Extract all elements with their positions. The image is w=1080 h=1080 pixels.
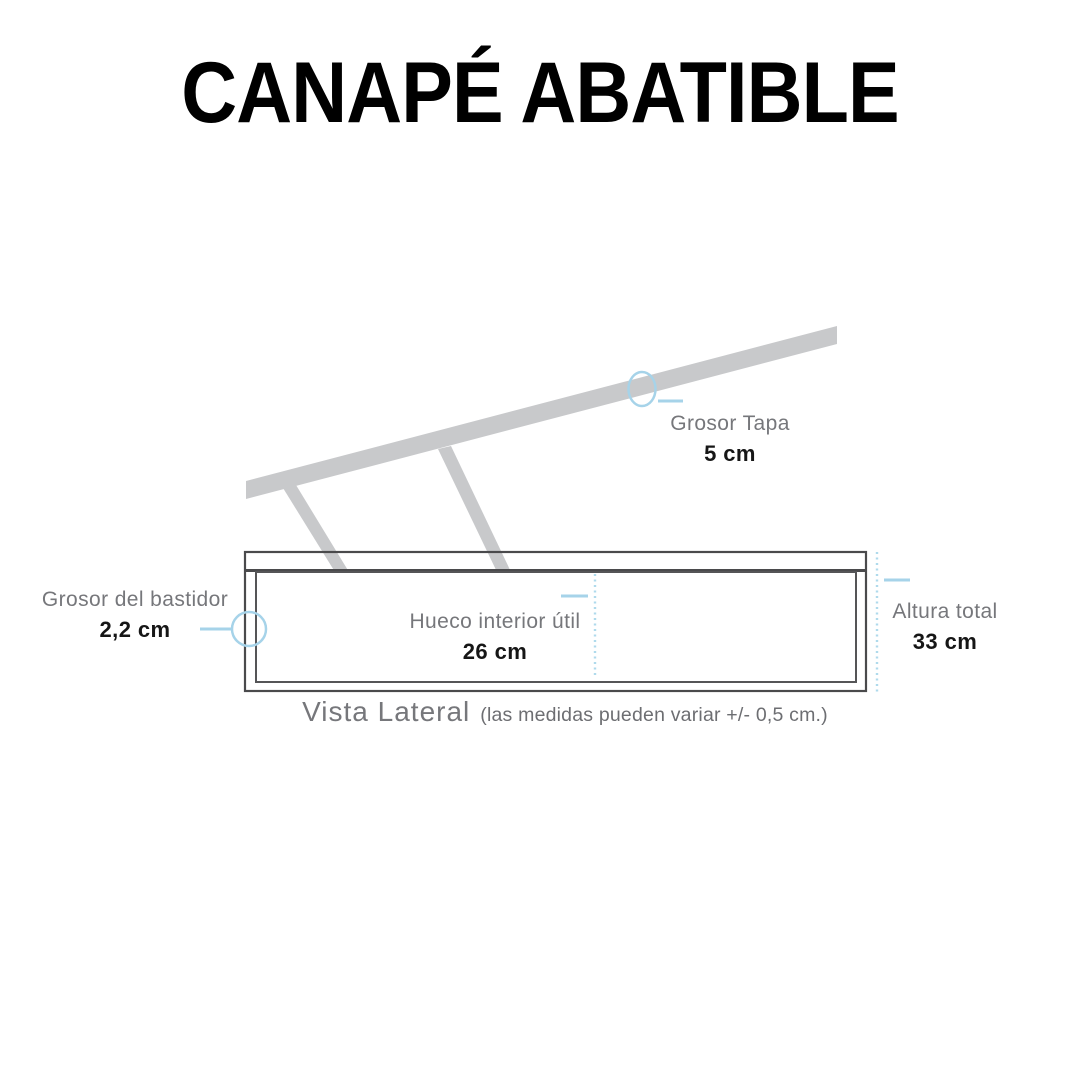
lid-thickness-annotation xyxy=(630,411,830,468)
frame-thickness-label: Grosor del bastidor xyxy=(41,588,229,611)
lid-thickness-value: 5 cm xyxy=(704,441,756,467)
interior-space-annotation xyxy=(385,609,605,666)
page-title: CANAPÉ ABATIBLE xyxy=(181,45,899,141)
interior-space-value: 26 cm xyxy=(462,639,528,665)
caption-tolerance-note: (las medidas pueden variar +/- 0,5 cm.) xyxy=(480,704,828,726)
lid-thickness-label: Grosor Tapa xyxy=(670,412,790,435)
total-height-annotation xyxy=(865,599,1025,656)
diagram-caption xyxy=(230,696,900,728)
total-height-value: 33 cm xyxy=(912,629,978,655)
caption-view-name: Vista Lateral xyxy=(302,696,471,727)
frame-thickness-value: 2,2 cm xyxy=(99,617,171,643)
interior-space-label: Hueco interior útil xyxy=(409,610,581,633)
total-height-label: Altura total xyxy=(892,600,998,623)
frame-thickness-annotation xyxy=(28,587,242,644)
